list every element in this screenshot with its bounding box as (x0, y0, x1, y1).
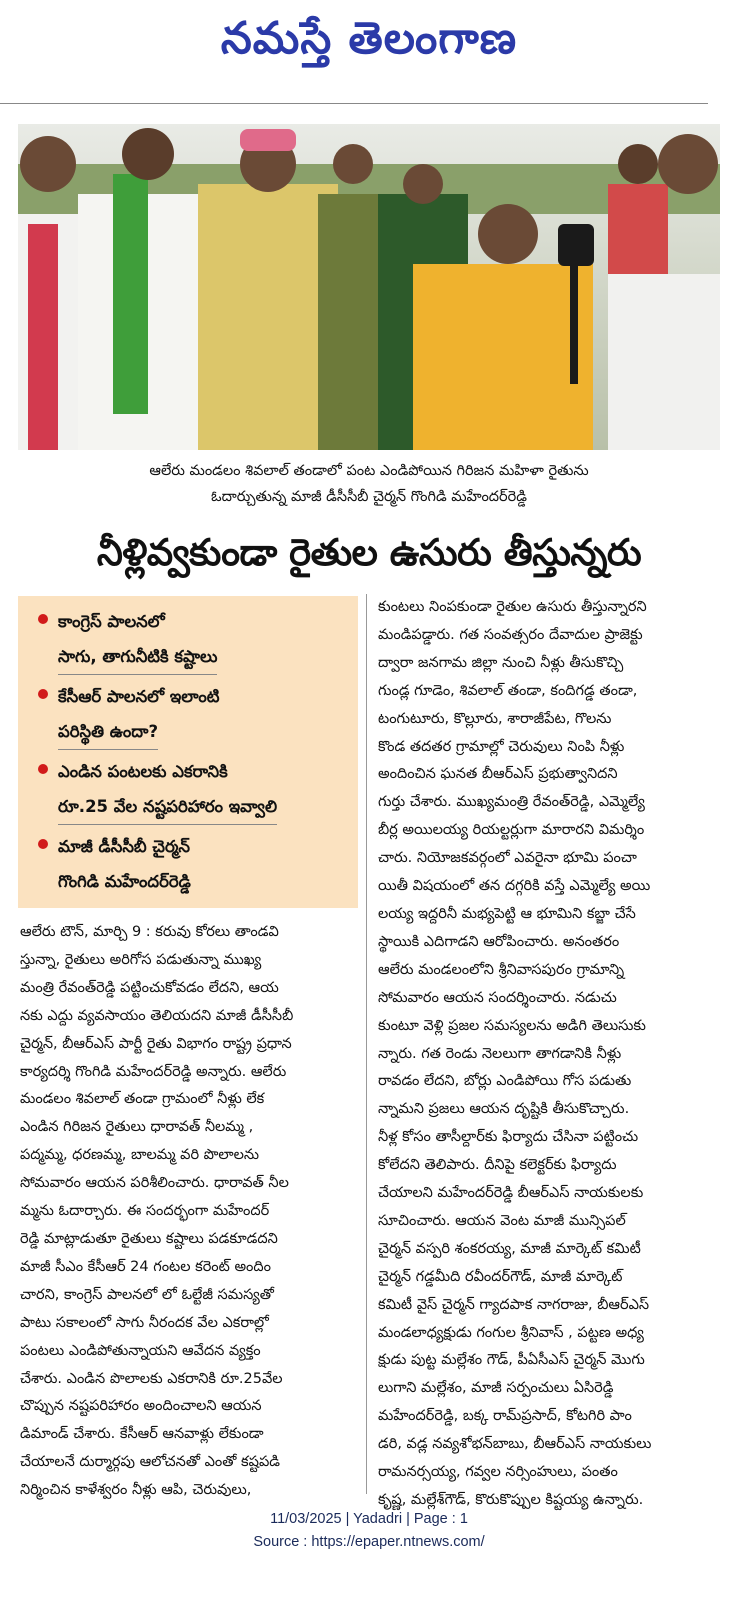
article-line: కోలేదని తెలిపారు. దీనిపై కలెక్టర్‌కు ఫిర్యాదు (378, 1157, 617, 1174)
article-line: పాటు సకాలంలో సాగు నీరందక వేల ఎకరాల్లో (20, 1314, 269, 1331)
article-line: గుర్తు చేశారు. ముఖ్యమంత్రి రేవంత్‌రెడ్డి, ఎమ్మెల్యే (378, 794, 645, 811)
article-line: ఆలేరు టౌన్, మార్చి 9 : కరువు కోరలు తాండవి (20, 924, 279, 940)
highlight-item (36, 754, 348, 825)
article-line: యితీ విషయంలో తన దగ్గరికి వస్తే ఎమ్మెల్యే అయి (378, 878, 651, 895)
page-footer (0, 1508, 738, 1554)
highlight-line: పరిస్థితి ఉందా? (58, 714, 158, 750)
highlight-line: కేసీఆర్ పాలనలో ఇలాంటి (58, 687, 220, 706)
article-line: స్థాయికి ఎదిగాడని ఆరోపించారు. అనంతరం (378, 933, 620, 950)
masthead (0, 0, 738, 104)
article-line: నీళ్ల కోసం తాసీల్దార్‌కు ఫిర్యాదు చేసినా పట్టించు (378, 1129, 639, 1146)
highlight-line: గొంగిడి మహేందర్‌రెడ్డి (58, 872, 191, 891)
article-line: మహేందర్‌రెడ్డి, బక్క రామ్‌ప్రసాద్, కోటగిరి పాం (378, 1408, 632, 1425)
article-line: కృష్ణ, మల్లేశ్‌గౌడ్, కొరుకొప్పుల కిష్టయ్య ఉన్నారు. (378, 1492, 644, 1508)
article-line: రెడ్డి మాట్లాడుతూ రైతులు కష్టాలు పడకూడదని (20, 1230, 278, 1247)
article-line: క్షుడు పుట్ట మల్లేశం గౌడ్, పీఏసీఎస్ చైర్మన్ మొగు (378, 1352, 645, 1369)
highlight-item (36, 679, 348, 750)
article-line: పంటలు ఎండిపోతున్నాయని ఆవేదన వ్యక్తం (20, 1342, 261, 1359)
article-line: సోమవారం ఆయన పరిశీలించారు. ధారావత్ నీల (20, 1175, 289, 1192)
caption-line: ఓదార్చుతున్న మాజీ డీసీసీబీ చైర్మన్ గొంగిడి మహేందర్‌రెడ్డి (211, 489, 527, 505)
caption-line: ఆలేరు మండలం శివలాల్ తండాలో పంట ఎండిపోయిన గిరిజన మహిళా రైతును (149, 463, 589, 479)
photo-caption (18, 458, 720, 510)
article-line: మండలాధ్యక్షుడు గంగుల శ్రీనివాస్ , పట్టణ అధ్య (378, 1324, 644, 1341)
article-line: న్నారు. గత రెండు నెలలుగా తాగడానికి నీళ్లు (378, 1045, 622, 1062)
article-line: లయ్య ఇద్దరినీ మభ్యపెట్టి ఆ భూమిని కబ్జా చేసే (378, 905, 636, 922)
article-line: చేయాలని మహేందర్‌రెడ్డి బీఆర్‌ఎస్ నాయకులకు (378, 1185, 644, 1202)
article-line: చైర్మన్, బీఆర్‌ఎస్ పార్టీ రైతు విభాగం రాష్ట్ర ప్రధాన (20, 1035, 292, 1052)
article-line: సూచించారు. ఆయన వెంట మాజీ మున్సిపల్ (378, 1212, 626, 1229)
bullet-icon (38, 839, 48, 849)
column-divider (366, 594, 367, 1494)
highlight-item (36, 604, 348, 675)
article-line: గుండ్ల గూడెం, శివలాల్ తండా, కందిగడ్డ తండా, (378, 682, 638, 699)
highlight-line: సాగు, తాగునీటికి కష్టాలు (58, 639, 217, 675)
article-line: బీర్ల అయిలయ్య రియల్టర్లుగా మారారని విమర్శిం (378, 822, 645, 839)
article-line: కొండ తదతర గ్రామాల్లో చెరువులు నింపి నీళ్లు (378, 738, 625, 755)
article-line: మ్మను ఓదార్చారు. ఈ సందర్భంగా మహేందర్ (20, 1203, 270, 1220)
article-line: టంగుటూరు, కొల్లూరు, శారాజీపేట, గొలను (378, 710, 612, 727)
article-line: మంత్రి రేవంత్‌రెడ్డి పట్టించుకోవడం లేదని, ఆయ (20, 979, 279, 996)
article-column-right (378, 594, 720, 1515)
article-line: చారు. నియోజకవర్గంలో ఎవరైనా భూమి పంచా (378, 850, 637, 867)
article-column-left (20, 919, 358, 1505)
article-line: డిమాండ్ చేశారు. కేసీఆర్ ఆనవాళ్లు లేకుండా (20, 1426, 264, 1443)
masthead-divider (0, 103, 708, 104)
article-line: ఆలేరు మండలంలోని శ్రీనివాసపురం గ్రామాన్ని (378, 961, 625, 978)
article-line: కుంటలు నింపకుండా రైతుల ఉసురు తీస్తున్నారని (378, 599, 647, 615)
highlight-item (36, 829, 348, 899)
article-line: చేయాలనే దుర్మార్గపు ఆలోచనతో ఎంతో కష్టపడి (20, 1454, 280, 1471)
article-line: చైర్మన్ గడ్డమీది రవీందర్‌గౌడ్, మాజీ మార్కెట్ (378, 1268, 623, 1285)
article-line: లుగాని మల్లేశం, మాజీ సర్పంచులు ఏసిరెడ్డి (378, 1380, 614, 1397)
article-line: కార్యదర్శి గొంగిడి మహేందర్‌రెడ్డి అన్నారు. ఆలేరు (20, 1063, 287, 1080)
highlight-line: మాజీ డీసీసీబీ చైర్మన్ (58, 837, 190, 856)
footer-dateline: 11/03/2025 | Yadadri | Page : 1 (270, 1511, 468, 1527)
article-line: ఎండిన గిరిజన రైతులు ధారావత్ నీలమ్మ , (20, 1119, 254, 1136)
article-line: మాజీ సీఎం కేసీఆర్ 24 గంటల కరెంట్ అందిం (20, 1258, 271, 1275)
article-headline: నీళ్లివ్వకుండా రైతుల ఉసురు తీస్తున్నరు (96, 531, 642, 574)
article-line: రామనర్సయ్య, గవ్వల నర్సింహులు, పంతం (378, 1464, 618, 1481)
highlight-line: ఎండిన పంటలకు ఎకరానికి (58, 762, 228, 781)
article-line: మండిపడ్డారు. గత సంవత్సరం దేవాదుల ప్రాజెక్టు (378, 626, 643, 643)
article-line: కుంటూ వెళ్లి ప్రజల సమస్యలను అడిగి తెలుసుకు (378, 1017, 646, 1034)
highlight-line: రూ.25 వేల నష్టపరిహారం ఇవ్వాలి (58, 789, 277, 825)
article-line: చొప్పున నష్టపరిహారం అందించాలని ఆయన (20, 1398, 262, 1415)
article-line: మండలం శివలాల్ తండా గ్రామంలో నీళ్లు లేక (20, 1091, 265, 1108)
article-line: సోమవారం ఆయన సందర్శించారు. నడుచు (378, 989, 617, 1006)
article-line: న్నామని ప్రజలు ఆయన దృష్టికి తీసుకొచ్చారు. (378, 1101, 630, 1118)
news-photo (18, 124, 720, 450)
article-line: కమిటీ వైస్ చైర్మన్ గ్యాదపాక నాగరాజు, బీఆర్‌ఎస్ (378, 1296, 650, 1313)
newspaper-title: నమస్తే తెలంగాణ (220, 13, 518, 64)
footer-source: Source : https://epaper.ntnews.com/ (253, 1534, 485, 1550)
article-line: రావడం లేదని, బోర్లు ఎండిపోయి గోస పడుతు (378, 1073, 632, 1090)
bullet-icon (38, 614, 48, 624)
article-line: పద్మమ్మ, ధరణమ్మ, బాలమ్మ వరి పొలాలను (20, 1147, 260, 1164)
bullet-icon (38, 689, 48, 699)
article-line: ద్వారా జనగామ జిల్లా నుంచి నీళ్లు తీసుకొచ్చి (378, 654, 624, 671)
article-line: స్తున్నా, రైతులు అరిగోస పడుతున్నా ముఖ్య (20, 951, 262, 968)
article-line: డరి, వడ్ల నవ్యశోభన్‌బాబు, బీఆర్‌ఎస్ నాయకులు (378, 1436, 652, 1453)
bullet-icon (38, 764, 48, 774)
article-line: నిర్మించిన కాళేశ్వరం నీళ్లు ఆపి, చెరువులు, (20, 1482, 252, 1499)
highlights-box (18, 596, 358, 908)
article-line: చైర్మన్ వస్పరి శంకరయ్య, మాజీ మార్కెట్ కమిటీ (378, 1240, 641, 1257)
article-line: చేశారు. ఎండిన పొలాలకు ఎకరానికి రూ.25వేల (20, 1370, 283, 1387)
article-line: నకు ఎద్దు వ్యవసాయం తెలియదని మాజీ డీసీసీబీ (20, 1007, 294, 1024)
highlight-line: కాంగ్రెస్ పాలనలో (58, 612, 165, 631)
article-line: చారని, కాంగ్రెస్ పాలనలో లో ఓల్టేజీ సమస్యతో (20, 1286, 274, 1303)
article-line: అందించిన ఘనత బీఆర్‌ఎస్ ప్రభుత్వానిదని (378, 766, 618, 783)
